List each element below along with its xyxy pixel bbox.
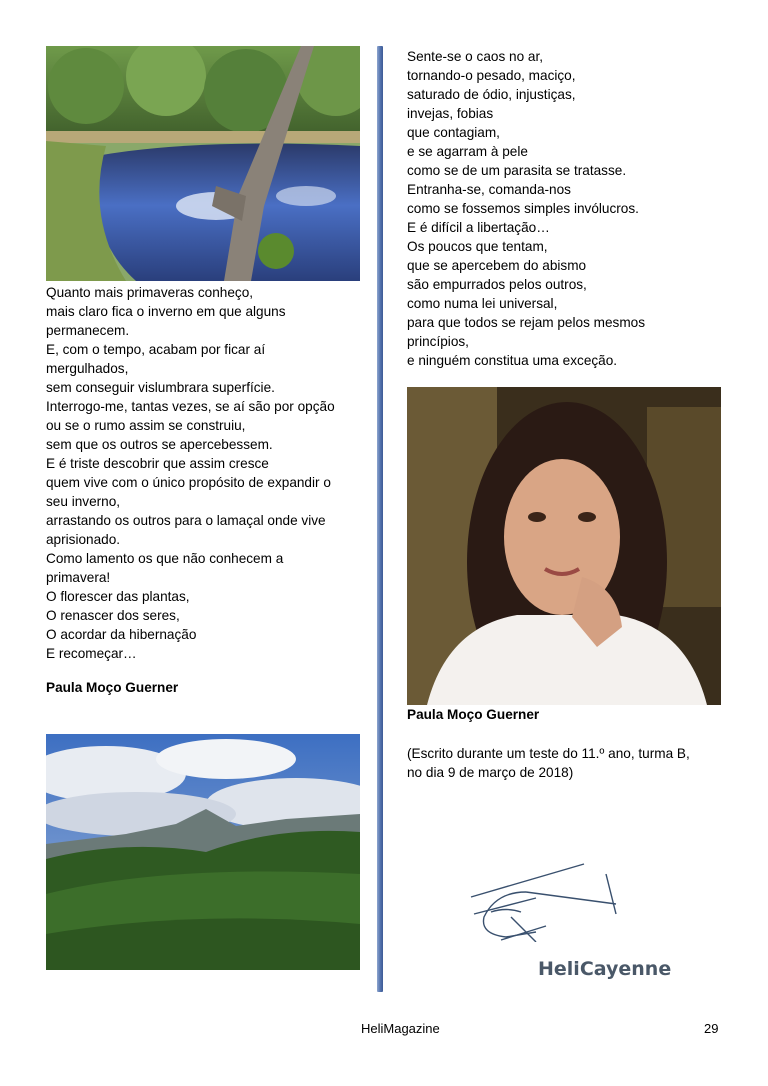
helicopter-icon [466,862,676,942]
right-author: Paula Moço Guerner [407,707,540,722]
column-divider [377,46,383,992]
mountain-photo [46,734,360,970]
page-number: 29 [704,1021,719,1036]
logo-text: HeliCayenne [538,958,672,980]
writing-note: (Escrito durante um teste do 11.º ano, turma B, no dia 9 de março de 2018) [407,746,690,780]
footer-magazine-name: HeliMagazine [361,1021,440,1036]
right-poem: Sente-se o caos no ar, tornando-o pesado, maciço, saturado de ódio, injustiças, invejas, fobias que contagiam, e se agarram à pele como se de um parasita se tratasse. Entranha-se, comanda-nos como se fossemos simples invólucros. E é difícil a libertação… Os poucos que tentam, que se apercebem do abismo são empurrados pelos outros, como numa lei universal, para que todos se rejam pelos mesmos princípios, e ninguém constitua uma exceção. [407,49,646,368]
author-portrait-photo [407,387,721,705]
river-photo [46,46,360,281]
left-author: Paula Moço Guerner [46,680,179,695]
helicayenne-logo [466,862,676,982]
left-poem: Quanto mais primaveras conheço, mais claro fica o inverno em que alguns permanecem. E, com o tempo, acabam por ficar aí mergulhados, sem conseguir vislumbrara superfície. Interrogo-me, tantas vezes, se aí são por opção ou se o rumo assim se construiu, sem que os outros se apercebessem. E é triste descobrir que assim cresce quem vive com o único propósito de expandir o seu inverno, arrastando os outros para o lamaçal onde vive aprisionado. Como lamento os que não conhecem a primavera! O florescer das plantas, O renascer dos seres, O acordar da hibernação E recomeçar… [46,285,335,661]
